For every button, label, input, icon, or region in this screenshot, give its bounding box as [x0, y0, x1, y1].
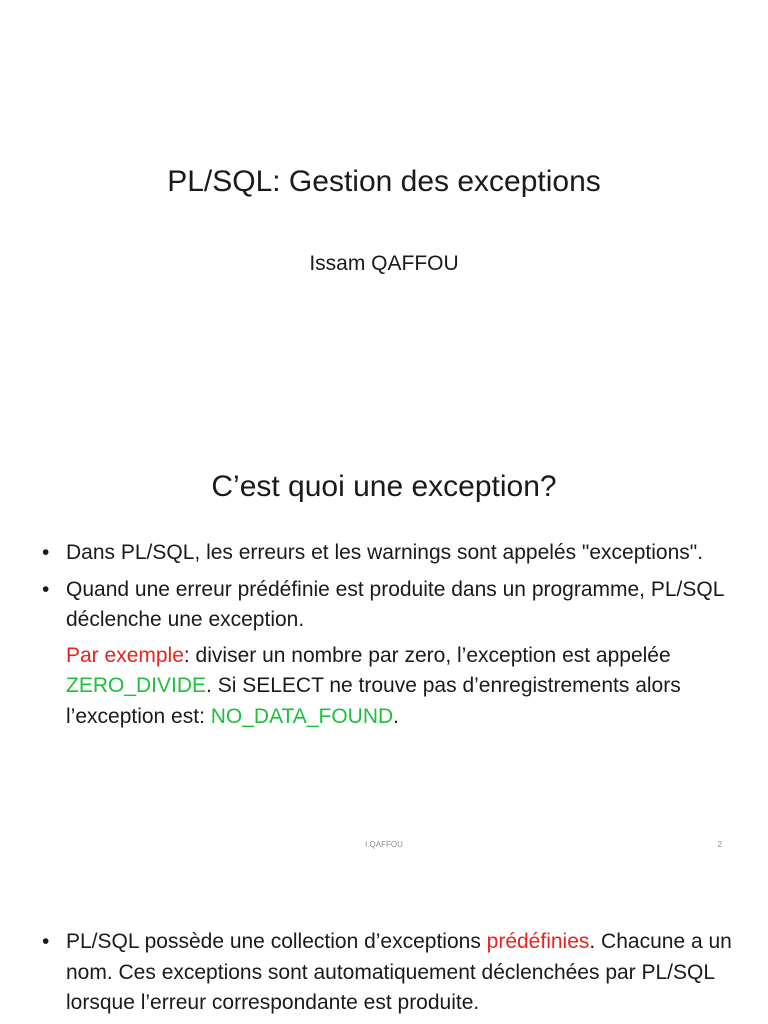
bullet-item	[42, 575, 732, 636]
content-slide-exception-definition	[0, 432, 768, 864]
bullet-text: Quand une erreur prédéfinie est produite dans un programme, PL/SQL déclenche une exception.	[66, 577, 724, 631]
footer-author: I.QAFFOU	[365, 840, 403, 849]
highlight-predefined: prédéfinies	[486, 930, 590, 953]
title-slide	[0, 0, 768, 432]
exception-name-zero-divide: ZERO_DIVIDE	[66, 674, 207, 697]
bullet-item	[42, 538, 732, 569]
bullet-text: . Chacune a un nom. Ces exceptions sont automatiquement déclenchées par PL/SQL lorsque l’erreur correspondante est produite.	[66, 930, 732, 1014]
author-name: Issam QAFFOU	[309, 252, 459, 275]
bullet-list	[42, 538, 732, 732]
presentation-title: PL/SQL: Gestion des exceptions	[167, 165, 601, 198]
example-label: Par exemple	[66, 643, 184, 667]
bullet-item	[42, 927, 732, 1019]
bullet-text: Dans PL/SQL, les erreurs et les warnings sont appelés "exceptions".	[66, 541, 704, 564]
content-slide-predefined-exceptions	[0, 864, 768, 1024]
slide-heading: C’est quoi une exception?	[211, 470, 557, 503]
exception-name-no-data-found: NO_DATA_FOUND	[210, 704, 394, 728]
bullet-list	[42, 927, 732, 1024]
bullet-icon: •	[42, 577, 50, 601]
example-paragraph	[42, 641, 732, 733]
bullet-icon: •	[42, 930, 50, 953]
example-text: : diviser un nombre par zero, l’exception est appelée	[183, 643, 671, 667]
page-number: 2	[717, 840, 722, 849]
bullet-icon: •	[42, 541, 50, 564]
bullet-text: PL/SQL possède une collection d’exceptions	[66, 930, 487, 953]
example-text: . Si SELECT ne trouve pas d’enregistrements alors l’exception est:	[66, 674, 681, 728]
example-text: .	[393, 704, 400, 728]
